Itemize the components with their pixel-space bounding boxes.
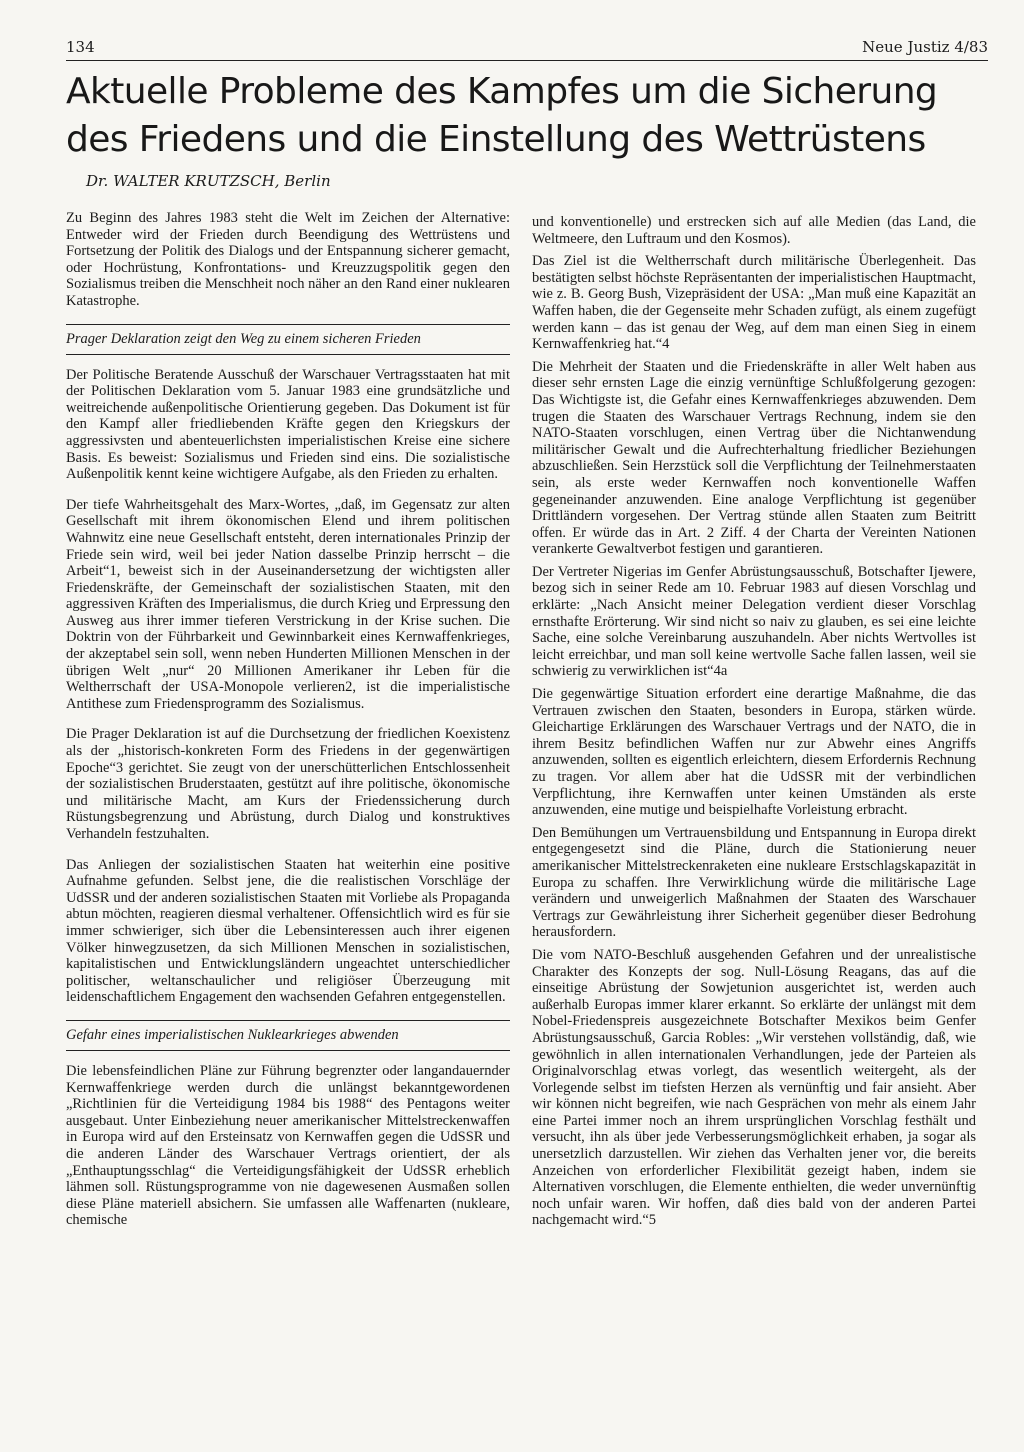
article-title: Aktuelle Probleme des Kampfes um die Sicherung des Friedens und die Einstellung des Wettrüstens: [66, 71, 938, 160]
section-heading-box: [66, 1020, 510, 1051]
right-column: [532, 214, 976, 1235]
section-heading-box: [66, 324, 510, 355]
body-paragraph: Die vom NATO-Beschluß ausgehenden Gefahren und der unrealistische Charakter des Konzepts der sog. Null-Lösung Reagans, das auf die einseitige Abrüstung der Sowjetunion ausgerichtet ist, werden auch außerhalb Europas immer klarer erkannt. So erklärte der unlängst mit dem Nobel-Friedenspreis ausgezeichnete Botschafter Mexikos beim Genfer Abrüstungsausschuß, Garcia Robles: „Wir verstehen vollständig, daß, wie gewöhnlich in allen internationalen Verhandlungen, jede der Parteien als Originalvorschlag etwas vorlegt, das wesentlich weitergeht, als der Vorlegende selbst im tiefsten Herzen als vernünftig und fair ansieht. Aber wir können nicht begreifen, wie nach Gesprächen von mehr als einem Jahr eine Partei immer noch an ihrem ursprünglichen Vorschlag festhält und versucht, ihn als über jede Verbesserungsmöglichkeit erhaben, ja sogar als unersetzlich darzustellen. Wir ziehen das Verhalten jener vor, die bereits Anzeichen von erforderlicher Flexibilität gezeigt haben, indem sie Alternativen vorschlugen, die Elemente enthielten, die weder unvernünftig noch unfair waren. Wir hoffen, daß dies bald von der anderen Partei nachgemacht wird.“5: [532, 946, 976, 1229]
body-paragraph: Der Vertreter Nigerias im Genfer Abrüstungsausschuß, Botschafter Ijewere, bezog sich in seiner Rede am 10. Februar 1983 auf diesen Vorschlag und erklärte: „Nach Ansicht meiner Delegation verdient dieser Vorschlag ernsthafte Erörterung. Wir sind nicht so naiv zu glauben, es sei eine leichte Sache, eine solche Vereinbarung auszuhandeln. Aber nichts Wertvolles ist leicht erreichbar, und man soll keine wertvolle Sache fallen lassen, weil sie schwierig zu verwirklichen ist“4a: [532, 563, 976, 680]
body-paragraph: Die lebensfeindlichen Pläne zur Führung begrenzter oder langandauernder Kernwaffenkriege werden durch die unlängst bekanntgewordenen „Richtlinien für die Verteidigung 1984 bis 1988“ des Pentagons weiter ausgebaut. Unter Einbeziehung neuer amerikanischer Mittelstreckenwaffen in Europa wird auf den Ersteinsatz von Kernwaffen gegen die UdSSR und die anderen Länder des Warschauer Vertrags orientiert, der als „Enthauptungsschlag“ die Verteidigungsfähigkeit der UdSSR erheblich lähmen soll. Rüstungsprogramme von nie dagewesenen Ausmaßen sollen diese Pläne materiell absichern. Sie umfassen alle Waffenarten (nukleare, chemische: [66, 1062, 510, 1229]
section-heading: Gefahr eines imperialistischen Nuklearkrieges abwenden: [66, 1026, 399, 1043]
body-paragraph: Der Politische Beratende Ausschuß der Warschauer Vertragsstaaten hat mit der Politischen Deklaration vom 5. Januar 1983 eine grundsätzliche und weitreichende außenpolitische Orientierung gegeben. Das Dokument ist für den Kampf aller friedliebenden Kräfte gegen den Kriegskurs der aggressivsten und abenteuerlichsten imperialistischen Kreise eine sichere Basis. Es beweist: Sozialismus und Frieden sind eins. Die sozialistische Außenpolitik kennt keine wichtigere Aufgabe, als den Frieden zu erhalten.: [66, 366, 510, 483]
intro-paragraph: Zu Beginn des Jahres 1983 steht die Welt im Zeichen der Alternative: Entweder wird der Frieden durch Beendigung des Wettrüstens und Fortsetzung der Politik des Dialogs und der Entspannung sicherer gemacht, oder Hochrüstung, Konfrontations- und Kreuzzugspolitik gegen den Sozialismus treiben die Menschheit noch näher an den Rand einer nuklearen Katastrophe.: [66, 210, 510, 309]
left-column: [66, 210, 510, 1243]
page-number: 134: [66, 38, 95, 56]
section-heading: Prager Deklaration zeigt den Weg zu einem sicheren Frieden: [66, 330, 421, 347]
header-rule: [66, 60, 988, 61]
body-paragraph: Der tiefe Wahrheitsgehalt des Marx-Wortes, „daß, im Gegensatz zur alten Gesellschaft mit ihrem ökonomischen Elend und ihrem politischen Wahnwitz eine neue Gesellschaft entsteht, deren internationales Prinzip der Friede sein wird, weil bei jeder Nation dasselbe Prinzip herrscht – die Arbeit“1, beweist sich in der Auseinandersetzung der wichtigsten aller Friedenskräfte, der Gemeinschaft der sozialistischen Staaten, mit den aggressiven Kräften des Imperialismus, die durch Krieg und Erpressung den Ausweg aus ihrer immer tieferen Verstrickung in der Krise suchen. Die Doktrin von der Führbarkeit und Gewinnbarkeit eines Kernwaffenkrieges, der akzeptabel sein soll, wenn neben Hunderten Millionen Menschen in der übrigen Welt „nur“ 20 Millionen Amerikaner ihr Leben für die Weltherrschaft der USA-Monopole verlieren2, ist die imperialistische Antithese zum Friedensprogramm des Sozialismus.: [66, 496, 510, 712]
body-paragraph: Die Prager Deklaration ist auf die Durchsetzung der friedlichen Koexistenz als der „historisch-konkreten Form des Friedens in der gegenwärtigen Epoche“3 gerichtet. Sie zeugt von der unerschütterlichen Entschlossenheit der sozialistischen Bruderstaaten, gestützt auf ihre politische, ökonomische und militärische Macht, am Kurs der Friedenssicherung durch Rüstungsbegrenzung und Abrüstung, durch Dialog und konstruktives Verhandeln festzuhalten.: [66, 726, 510, 842]
running-header: [66, 38, 988, 62]
body-paragraph: Das Anliegen der sozialistischen Staaten hat weiterhin eine positive Aufnahme gefunden. Selbst jene, die die realistischen Vorschläge der UdSSR und der anderen sozialistischen Staaten mit Vorliebe als Propaganda abtun möchten, reagieren diesmal verhaltener. Offensichtlich wird es für sie immer schwieriger, sich über die Lebensinteressen auch ihrer eigenen Völker hinwegzusetzen, da sich Millionen Menschen in sozialistischen, kapitalistischen und Entwicklungsländern ungeachtet unterschiedlicher politischer, weltanschaulicher und religiöser Überzeugung mit leidenschaftlichem Engagement den wachsenden Gefahren entgegenstellen.: [66, 856, 510, 1006]
body-paragraph: Die gegenwärtige Situation erfordert eine derartige Maßnahme, die das Vertrauen zwischen den Staaten, besonders in Europa, stärken würde. Gleichartige Erklärungen des Warschauer Vertrags und der NATO, die in ihrem Besitz befindlichen Waffen nur zur Abwehr eines Angriffs anzuwenden, sollten es eigentlich erleichtern, diesem Erfordernis Rechnung zu tragen. Vor allem aber hat die UdSSR mit der verbindlichen Verpflichtung, ihre Kernwaffen unter keinen Umständen als erste anzuwenden, eine mutige und beispielhafte Vorleistung erbracht.: [532, 686, 976, 819]
body-paragraph: Das Ziel ist die Weltherrschaft durch militärische Überlegenheit. Das bestätigten selbst höchste Repräsentanten der imperialistischen Hauptmacht, wie z. B. Georg Bush, Vizepräsident der USA: „Man muß eine Kapazität an Waffen haben, die der Gegenseite mehr Schaden zufügt, als einem zugefügt werden kann – das ist genau der Weg, auf dem man einen Sieg in einem Kernwaffenkrieg hat.“4: [532, 253, 976, 353]
journal-issue: Neue Justiz 4/83: [862, 38, 988, 56]
body-paragraph: Den Bemühungen um Vertrauensbildung und Entspannung in Europa direkt entgegengesetzt sind die Pläne, durch die Stationierung neuer amerikanischer Mittelstreckenraketen eine nukleare Erstschlagskapazität in Europa zu schaffen. Ihre Verwirklichung würde die militärische Lage verändern und unweigerlich Maßnahmen der Staaten des Warschauer Vertrags zur Gewährleistung ihrer Sicherheit gegenüber dieser Bedrohung herausfordern.: [532, 824, 976, 941]
article-author: Dr. WALTER KRUTZSCH, Berlin: [86, 172, 331, 190]
body-paragraph: Die Mehrheit der Staaten und die Friedenskräfte in aller Welt haben aus dieser sehr ernsten Lage die einzig vernünftige Schlußfolgerung gezogen: Das Wichtigste ist, die Gefahr eines Kernwaffenkrieges abzuwenden. Dem trugen die Staaten des Warschauer Vertrags Rechnung, indem sie den NATO-Staaten vorschlugen, einen Vertrag über die Nichtanwendung militärischer Gewalt und die Aufrechterhaltung friedlicher Beziehungen abzuschließen. Sein Herzstück soll die Verpflichtung der Teilnehmerstaaten sein, als erste weder Kernwaffen noch konventionelle Waffen gegeneinander anzuwenden. Eine analoge Verpflichtung ist gegenüber Drittländern vorgesehen. Der Vertrag stünde allen Staaten zum Beitritt offen. Er würde das in Art. 2 Ziff. 4 der Charta der Vereinten Nationen verankerte Gewaltverbot festigen und garantieren.: [532, 358, 976, 558]
body-paragraph: und konventionelle) und erstrecken sich auf alle Medien (das Land, die Weltmeere, den Luftraum und den Kosmos).: [532, 214, 976, 247]
